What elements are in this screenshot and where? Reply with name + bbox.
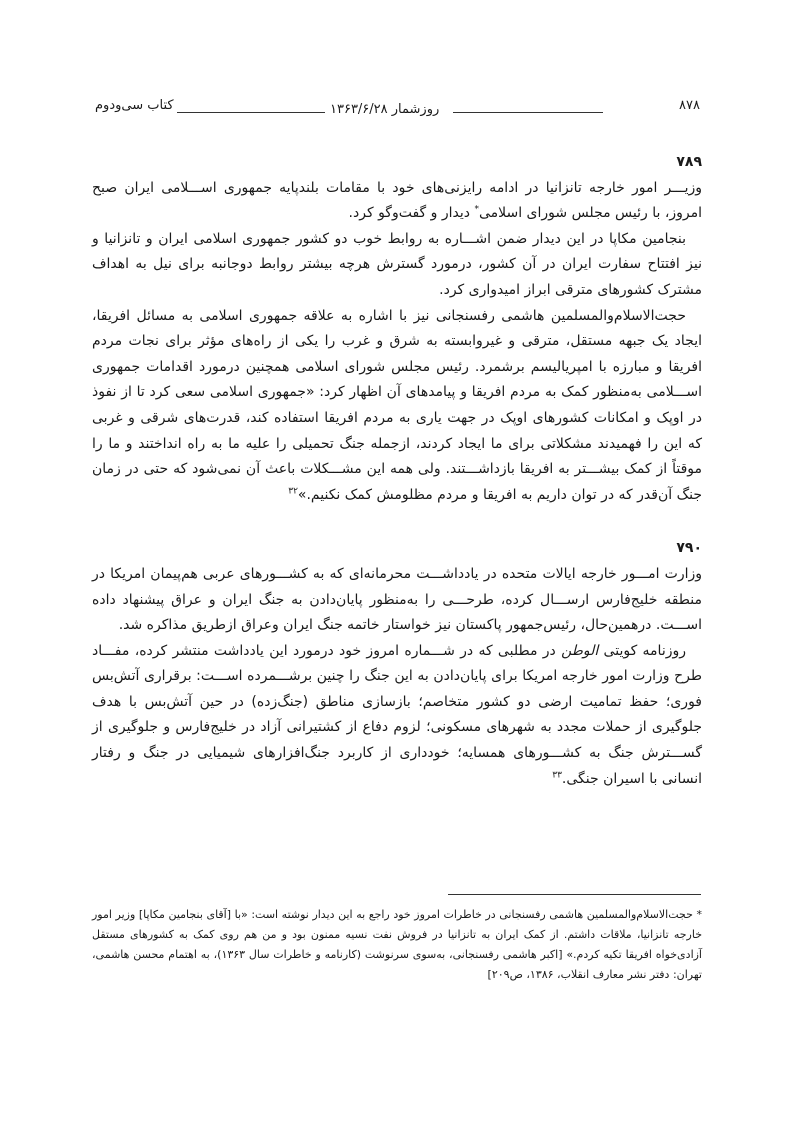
entry-number: ۷۹۰ — [676, 540, 702, 557]
entry-789 — [92, 150, 702, 508]
footnote-marker[interactable]: * — [474, 204, 479, 215]
paragraph: وزارت امـــور خارجه ایالات متحده در یادداشـــت محرمانه‌ای که به کشـــورهای عربی هم‌پیمان امریکا در منطقه خلیج‌فارس ارســـال کرده، طرحـــی را به‌منظور پایان‌دادن به جنگ ایران و عراق پیشنهاد داده اســـت. درهمین‌حال، رئیس‌جمهور پاکستان نیز خواستار خاتمه جنگ ایران وعراق ازطریق مذاکره شد. — [92, 565, 702, 634]
running-header — [95, 96, 700, 120]
entry-790 — [92, 536, 702, 792]
paragraph — [92, 639, 702, 793]
paragraph-text: دیدار و گفت‌وگو کرد. — [348, 205, 475, 222]
paragraph-text: روزنامه کویتی — [598, 642, 686, 659]
header-rule-left — [177, 112, 325, 113]
newspaper-name: الوطن — [561, 642, 599, 659]
page-body — [92, 150, 702, 792]
paragraph-text: در مطلبی که در شـــماره امروز خود درمورد این یادداشت منتشر کرده، مفـــاد طرح وزارت امور خارجه امریکا برای پایان‌دادن به این جنگ را چنین برشـــمرده اســـت: برقراری آتش‌بس فوری؛ حفظ تمامیت ارضی دو کشور متخاصم؛ بازسازی مناطق (جنگ‌زده) در حین آتش‌بس با هدف جلوگیری از حملات مجدد به شهرهای مسکونی؛ لزوم دفاع از کشتیرانی آزاد در خلیج‌فارس و جلوگیری از گســـترش جنگ به کشـــورهای همسایه؛ خودداری از کاربرد جنگ‌افزارهای شیمیایی در جنگ و رفتار انسانی با اسیران جنگی. — [92, 642, 702, 787]
reference-number[interactable]: ۳۲ — [288, 486, 298, 497]
footnote: * حجت‌الاسلام‌والمسلمین هاشمی رفسنجانی در خاطرات امروز خود راجع به این دیدار نوشته است: «با [آقای بنجامین مکاپا] وزیر امور خارجه تانزانیا، ملاقات داشتم. از کمک ایران به تانزانیا در فروش نفت نسیه ممنون بود و من هم روی کمک به کشورهای مستقل آزادی‌خواه افریقا تکیه کردم.» [اکبر هاشمی رفسنجانی، به‌سوی سرنوشت (کارنامه و خاطرات سال ۱۳۶۳)، به اهتمام محسن هاشمی، تهران: دفتر نشر معارف انقلاب، ۱۳۸۶، ص۲۰۹] — [92, 908, 702, 981]
entry-spacer — [92, 508, 702, 536]
header-rule-right — [453, 112, 603, 113]
paragraph-text: حجت‌الاسلام‌والمسلمین هاشمی رفسنجانی نیز با اشاره به علاقه جمهوری اسلامی به مسائل افریقا، ایجاد یک جبهه مستقل، مترقی و غیروابسته به شرق و غرب را یکی از راه‌های مؤثر برای نجات مردم افریقا و مبارزه با امپریالیسم برشمرد. رئیس مجلس شورای اسلامی همچنین درمورد اقدامات جمهوری اســـلامی به‌منظور کمک به مردم افریقا و پیامدهای آن اظهار کرد: «جمهوری اسلامی سعی کرد تا از نفوذ در اوپک و امکانات کشورهای اوپک در جهت یاری به مردم افریقا استفاده کند، قدرت‌های شرقی و غربی که این را فهمیدند مشکلاتی برای ما ایجاد کردند، ازجمله جنگ تحمیلی را علیه ما به راه انداختند و ما را موقتاً از کمک بیشـــتر به افریقا بازداشـــتند. ولی همه این مشـــکلات باعث آن نمی‌شود که حتی در زمان جنگ آن‌قدر که در توان داریم به افریقا و مردم مظلومش کمک نکنیم.» — [92, 307, 702, 503]
entry-number: ۷۸۹ — [676, 154, 702, 170]
footnote-rule — [448, 894, 701, 895]
paragraph — [92, 176, 702, 227]
book-title: کتاب سی‌ودوم — [95, 98, 174, 113]
page-number: ۸۷۸ — [679, 98, 700, 113]
paragraph: بنجامین مکاپا در این دیدار ضمن اشـــاره به روابط خوب دو کشور جمهوری اسلامی ایران و تانزانیا و نیز افتتاح سفارت ایران در آن کشور، درمورد گسترش هرچه بیشتر روابط دوجانبه برای نیل به اهداف مشترک کشورهای مترقی ابراز امیدواری کرد. — [92, 230, 702, 298]
paragraph — [92, 304, 702, 509]
paragraph-text: وزیـــر امور خارجه تانزانیا در ادامه رایزنی‌های خود با مقامات بلندپایه جمهوری اســـلامی ایران صبح امروز، با رئیس مجلس شورای اسلامی — [92, 179, 702, 222]
header-date: روزشمار ۱۳۶۳/۶/۲۸ — [330, 102, 440, 117]
reference-number[interactable]: ۳۳ — [552, 770, 562, 780]
